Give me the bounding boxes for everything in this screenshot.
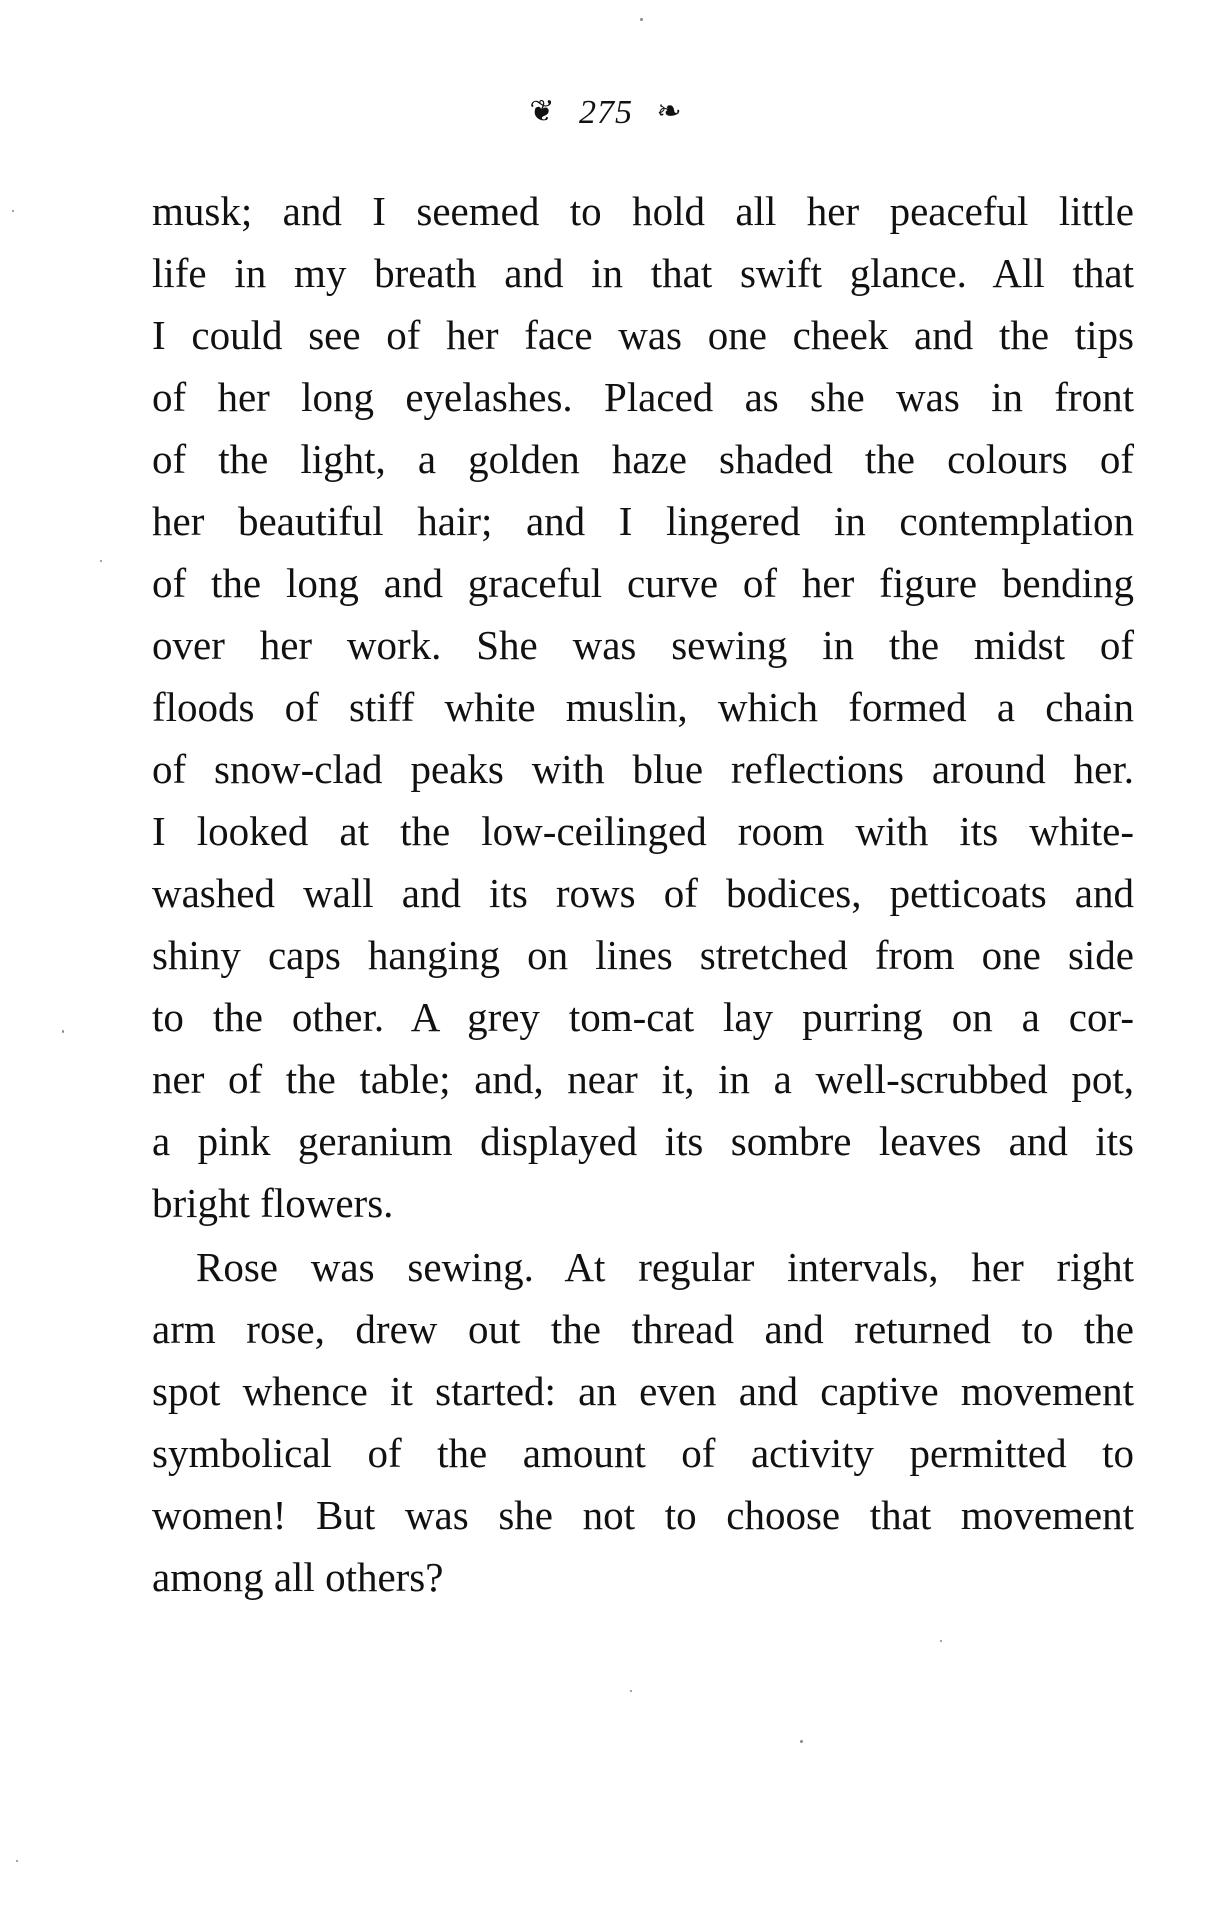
text-line: I looked at the low-ceilinged room with its white- (152, 808, 1134, 854)
paper-speck (640, 18, 643, 21)
text-line: shiny caps hanging on lines stretched from one side (152, 932, 1134, 978)
text-line: of the light, a golden haze shaded the colours of (152, 436, 1134, 482)
text-line: over her work. She was sewing in the midst of (152, 622, 1134, 668)
fleuron-left-icon: ❦ (529, 95, 556, 128)
text-line: ner of the table; and, near it, in a well-scrubbed pot, (152, 1056, 1134, 1102)
text-line: of her long eyelashes. Placed as she was in front (152, 374, 1134, 420)
fleuron-right-icon: ❧ (656, 95, 683, 128)
paper-speck (940, 1640, 942, 1642)
text-line: arm rose, drew out the thread and returned to the (152, 1306, 1134, 1352)
paragraph-1 (152, 180, 1134, 1234)
paper-speck (12, 210, 14, 212)
text-line: bright flowers. (152, 1180, 394, 1226)
paper-speck (62, 1030, 64, 1033)
text-line: spot whence it started: an even and captive movement (152, 1368, 1134, 1414)
text-line: of snow-clad peaks with blue reflections around her. (152, 746, 1134, 792)
text-line: floods of stiff white muslin, which formed a chain (152, 684, 1134, 730)
paragraph-2 (152, 1236, 1134, 1608)
text-line: life in my breath and in that swift glance. All that (152, 250, 1134, 296)
text-line: to the other. A grey tom-cat lay purring on a cor- (152, 994, 1134, 1040)
text-line: a pink geranium displayed its sombre leaves and its (152, 1118, 1134, 1164)
text-line: of the long and graceful curve of her figure bending (152, 560, 1134, 606)
text-line: washed wall and its rows of bodices, petticoats and (152, 870, 1134, 916)
paper-speck (630, 1690, 632, 1692)
paper-speck (16, 1860, 18, 1862)
text-line: women! But was she not to choose that movement (152, 1492, 1134, 1538)
page-header (0, 92, 1212, 133)
paper-speck (100, 560, 102, 562)
text-line: I could see of her face was one cheek and the tips (152, 312, 1134, 358)
text-line: symbolical of the amount of activity permitted to (152, 1430, 1134, 1476)
body-text (152, 180, 1134, 1608)
text-line: Rose was sewing. At regular intervals, her right (196, 1244, 1134, 1290)
text-line: musk; and I seemed to hold all her peaceful little (152, 188, 1134, 234)
paper-speck (800, 1740, 803, 1743)
text-line: among all others? (152, 1554, 444, 1600)
text-line: her beautiful hair; and I lingered in contemplation (152, 498, 1134, 544)
page-number: 275 (579, 94, 633, 131)
